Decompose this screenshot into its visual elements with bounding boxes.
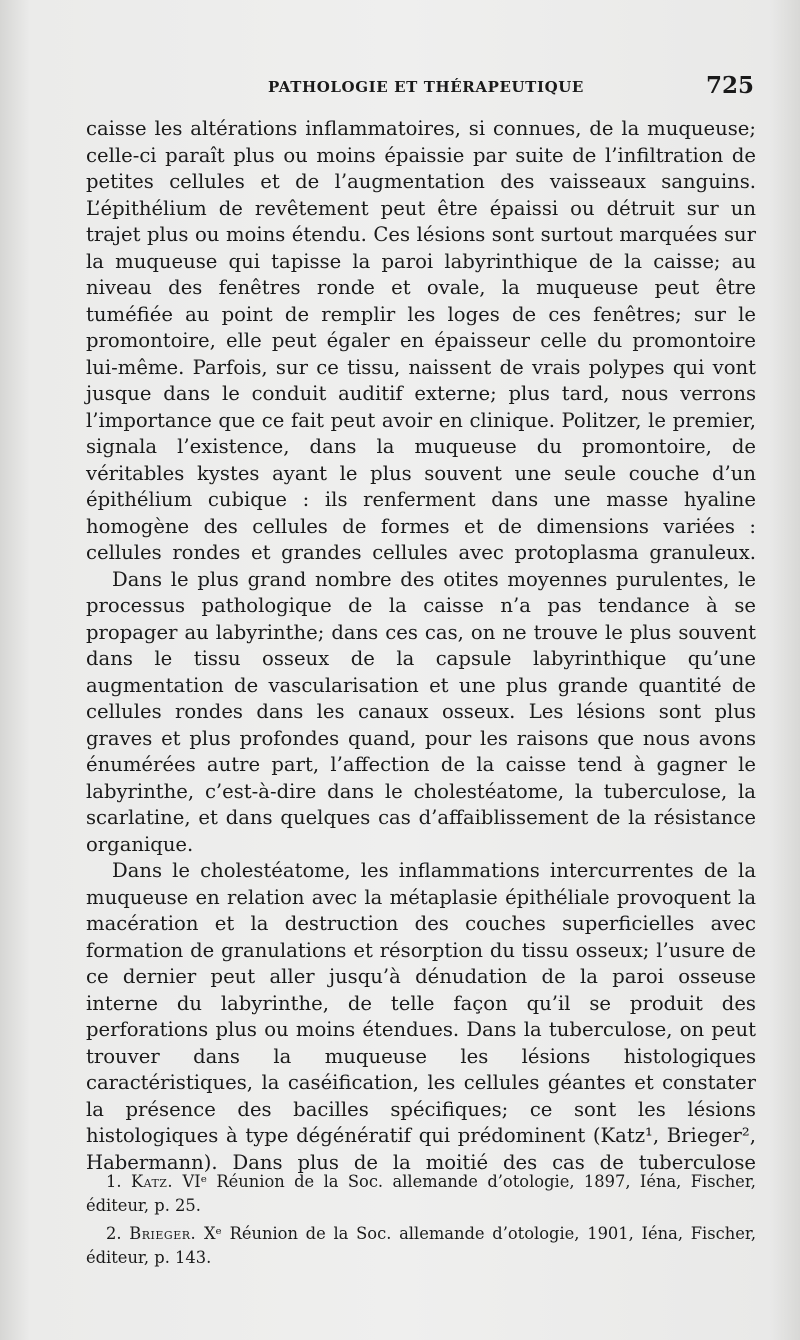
page-header xyxy=(86,72,756,102)
footnote-2 xyxy=(86,1222,756,1270)
footnote-author: Katz. xyxy=(130,1172,174,1191)
paragraph-3: Dans le cholestéatome, les inflammations intercurrentes de la muqueuse en relation avec la métaplasie épithéliale provoquent la macération et la destruction des couches superficielles avec formation de granulations et résorption du tissu osseux; l’usure de ce dernier peut aller jusqu’à dénudation de la paroi osseuse interne du labyrinthe, de telle façon qu’il se produit des perforations plus ou moins étendues. Dans la tuberculose, on peut trouver dans la muqueuse les lésions histologiques caractéristiques, la caséification, les cellules géantes et constater la présence des bacilles spécifiques; ce sont les lésions histologiques à type dégénératif qui prédominent (Katz¹, Brieger², Habermann). Dans plus de la moitié des cas de tuberculose xyxy=(86,859,756,1174)
page-number: 725 xyxy=(705,72,754,99)
footnotes xyxy=(86,1170,756,1274)
paragraph-1: caisse les altérations inflammatoires, si connues, de la muqueuse; celle-ci paraît plus ou moins épaissie par suite de l’infiltration de petites cellules et de l’augmentation des vaisseaux sanguins. L’épithélium de revêtement peut être épaissi ou détruit sur un trajet plus ou moins étendu. Ces lésions sont surtout marquées sur la muqueuse qui tapisse la paroi labyrinthique de la caisse; au niveau des fenêtres ronde et ovale, la muqueuse peut être tuméfiée au point de remplir les loges de ces fenêtres; sur le promontoire, elle peut égaler en épaisseur celle du promontoire lui-même. Parfois, sur ce tissu, naissent de vrais polypes qui vont jusque dans le conduit auditif externe; plus tard, nous verrons l’importance que ce fait peut avoir en clinique. Politzer, le premier, signala l’existence, dans la muqueuse du promontoire, de véritables kystes ayant le plus souvent une seule couche d’un épithélium cubique : ils renferment dans une masse hyaline homogène des cellules de formes et de dimensions variées : cellules rondes et grandes cellules avec protoplasma granuleux. xyxy=(86,117,756,564)
footnote-author: Brieger. xyxy=(129,1224,197,1243)
footnote-text: Xᵉ Réunion de la Soc. allemande d’otologie, 1901, Iéna, Fischer, éditeur, p. 143. xyxy=(86,1224,756,1267)
footnote-1 xyxy=(86,1170,756,1218)
body-text xyxy=(86,116,756,1176)
footnote-number: 1. xyxy=(106,1172,122,1191)
footnote-number: 2. xyxy=(106,1224,122,1243)
footnote-text: VIᵉ Réunion de la Soc. allemande d’otologie, 1897, Iéna, Fischer, éditeur, p. 25. xyxy=(86,1172,756,1215)
paragraph-2: Dans le plus grand nombre des otites moyennes purulentes, le processus pathologique de la caisse n’a pas tendance à se propager au labyrinthe; dans ces cas, on ne trouve le plus souvent dans le tissu osseux de la capsule labyrinthique qu’une augmentation de vascularisation et une plus grande quantité de cellules rondes dans les canaux osseux. Les lésions sont plus graves et plus profondes quand, pour les raisons que nous avons énumérées autre part, l’affection de la caisse tend à gagner le labyrinthe, c’est-à-dire dans le cholestéatome, la tuberculose, la scarlatine, et dans quelques cas d’affaiblissement de la résistance organique. xyxy=(86,567,756,856)
running-head: PATHOLOGIE ET THÉRAPEUTIQUE xyxy=(268,78,584,96)
